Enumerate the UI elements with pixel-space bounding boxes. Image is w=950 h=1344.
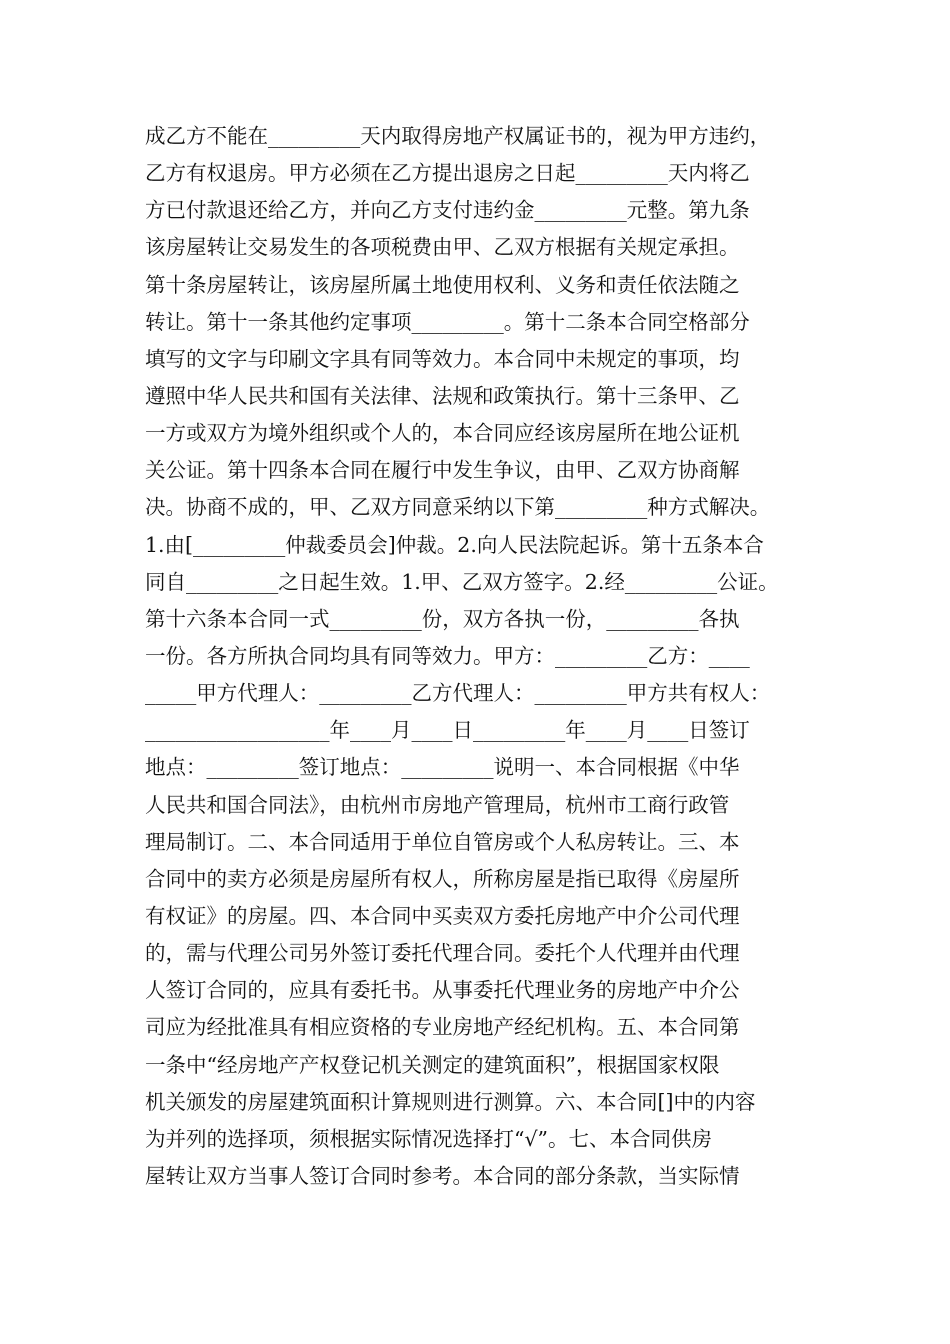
text-line: __________________年____月____日_________年____月____日签订 [145,718,750,743]
text-line: 的，需与代理公司另外签订委托代理合同。委托个人代理并由代理 [145,941,740,966]
text-line: 理局制订。二、本合同适用于单位自管房或个人私房转让。三、本 [145,829,740,854]
text-line: 决。协商不成的，甲、乙双方同意采纳以下第_________种方式解决。 [145,495,771,520]
text-line: 一条中“经房地产产权登记机关测定的建筑面积”，根据国家权限 [145,1052,720,1077]
text-line: 同自_________之日起生效。1.甲、乙双方签字。2.经_________公证。 [145,569,779,594]
text-line: 1.由[_________仲裁委员会]仲裁。2.向人民法院起诉。第十五条本合 [145,532,764,557]
text-line: _____甲方代理人：_________乙方代理人：_________甲方共有权人： [145,681,771,706]
text-line: 填写的文字与印刷文字具有同等效力。本合同中未规定的事项，均 [145,346,740,371]
text-line: 遵照中华人民共和国有关法律、法规和政策执行。第十三条甲、乙 [145,383,740,408]
contract-body-text [145,118,810,1195]
text-line: 机关颁发的房屋建筑面积计算规则进行测算。六、本合同[]中的内容 [145,1089,756,1114]
text-line: 关公证。第十四条本合同在履行中发生争议，由甲、乙双方协商解 [145,458,740,483]
text-line: 有权证》的房屋。四、本合同中买卖双方委托房地产中介公司代理 [145,903,740,928]
text-line: 方已付款退还给乙方，并向乙方支付违约金_________元整。第九条 [145,198,750,223]
text-line: 第十六条本合同一式_________份，双方各执一份，_________各执 [145,606,740,631]
text-line: 乙方有权退房。甲方必须在乙方提出退房之日起_________天内将乙 [145,161,750,186]
text-line: 转让。第十一条其他约定事项_________。第十二条本合同空格部分 [145,309,750,334]
text-line: 司应为经批准具有相应资格的专业房地产经纪机构。五、本合同第 [145,1015,740,1040]
text-line: 屋转让双方当事人签订合同时参考。本合同的部分条款，当实际情 [145,1163,740,1188]
text-line: 合同中的卖方必须是房屋所有权人，所称房屋是指已取得《房屋所 [145,866,740,891]
text-line: 地点：_________签订地点：_________说明一、本合同根据《中华 [145,755,740,780]
text-line: 该房屋转让交易发生的各项税费由甲、乙双方根据有关规定承担。 [145,235,740,260]
text-line: 一方或双方为境外组织或个人的，本合同应经该房屋所在地公证机 [145,421,740,446]
text-line: 人民共和国合同法》，由杭州市房地产管理局，杭州市工商行政管 [145,792,730,817]
text-line: 成乙方不能在_________天内取得房地产权属证书的，视为甲方违约， [145,124,771,148]
text-line: 一份。各方所执合同均具有同等效力。甲方：_________乙方：____ [145,643,750,668]
text-line: 人签订合同的，应具有委托书。从事委托代理业务的房地产中介公 [145,978,740,1003]
text-line: 第十条房屋转让，该房屋所属土地使用权利、义务和责任依法随之 [145,272,740,297]
text-line: 为并列的选择项，须根据实际情况选择打“√”。七、本合同供房 [145,1126,713,1151]
